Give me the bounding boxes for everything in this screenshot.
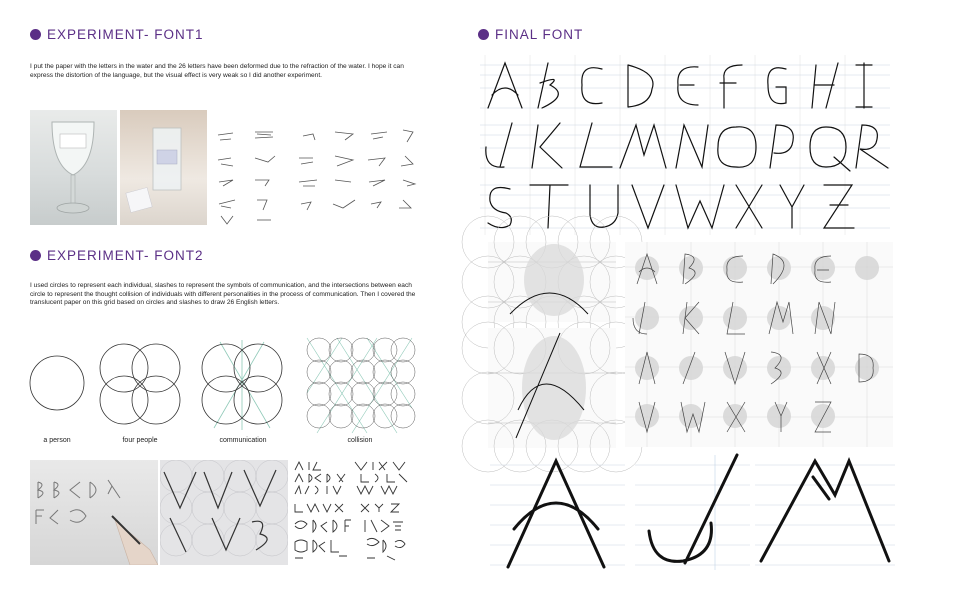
large-letter-a bbox=[490, 455, 625, 570]
diagram-communication bbox=[200, 340, 285, 430]
construction-grid-a bbox=[488, 242, 616, 322]
experiment-font2-description: I used circles to represent each individual, slashes to represent the symbols of communication, and the intersections between each circle to represent the thought collision of individuals with different personalities in the process of communication. Then I covered the translucent paper on this grid based on circles and slashes to draw 26 English letters. bbox=[30, 282, 416, 307]
experiment-font1-description: I put the paper with the letters in the water and the 26 letters have been deformed due to the refraction of the water. I hope it can express the distortion of the language, but the visual effect is very weak so I did another experiment. bbox=[30, 63, 404, 79]
final-alphabet-specimen bbox=[480, 55, 890, 235]
caption-four-people: four people bbox=[122, 437, 158, 444]
caption-communication: communication bbox=[219, 437, 267, 444]
letter-construction-sheet bbox=[625, 242, 893, 447]
hand-drawing-photo bbox=[30, 460, 158, 565]
distorted-letters-sketch bbox=[213, 120, 423, 230]
diagram-collision bbox=[307, 338, 412, 433]
diagram-a-person bbox=[27, 355, 87, 415]
caption-collision: collision bbox=[347, 437, 373, 444]
final-font-title: FINAL FONT bbox=[495, 27, 584, 42]
experiment-font1-title: EXPERIMENT- FONT1 bbox=[47, 27, 204, 42]
water-glass-photo bbox=[120, 110, 207, 225]
wine-glass-photo bbox=[30, 110, 117, 225]
diagram-four-people bbox=[98, 342, 183, 427]
bullet-dot-icon bbox=[30, 250, 41, 261]
final-font-heading bbox=[478, 27, 583, 42]
handwritten-alphabet-sketch bbox=[291, 460, 416, 565]
caption-a-person: a person bbox=[43, 437, 71, 444]
experiment-font2-heading bbox=[30, 248, 204, 263]
large-letter-j bbox=[635, 455, 750, 570]
construction-grid-j bbox=[488, 328, 616, 448]
tracing-paper-photo bbox=[160, 460, 288, 565]
bullet-dot-icon bbox=[30, 29, 41, 40]
bullet-dot-icon bbox=[478, 29, 489, 40]
experiment-font1-heading bbox=[30, 27, 204, 42]
large-letter-m bbox=[755, 455, 895, 570]
experiment-font2-title: EXPERIMENT- FONT2 bbox=[47, 248, 204, 263]
